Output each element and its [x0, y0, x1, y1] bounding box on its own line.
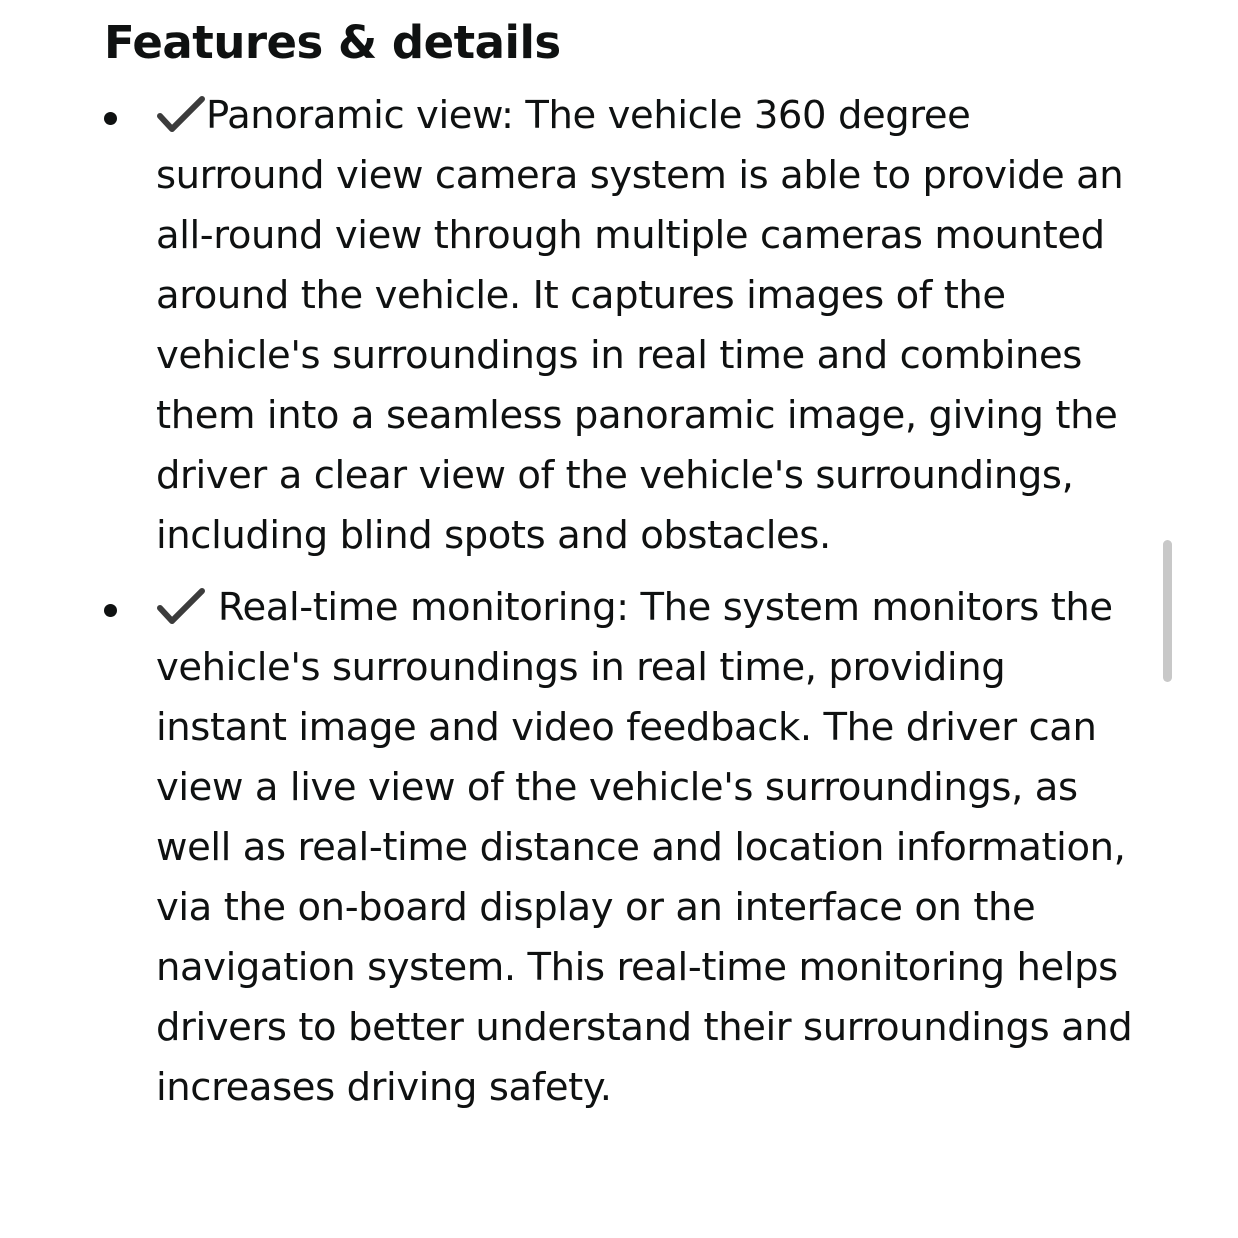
checkmark-icon	[156, 96, 206, 132]
feature-text: Panoramic view: The vehicle 360 degree surround view camera system is able to provide an all-round view through multiple cameras mounted around the vehicle. It captures images of the vehicle's surroundings in real time and combines them into a seamless panoramic image, giving the driver a clear view of the vehicle's surroundings, including blind spots and obstacles.	[156, 93, 1124, 558]
checkmark-icon	[156, 588, 206, 624]
bullet-dot	[104, 604, 117, 617]
features-list	[104, 86, 1144, 1118]
features-section	[104, 14, 1144, 1118]
feature-text: Real-time monitoring: The system monitors the vehicle's surroundings in real time, providing instant image and video feedback. The driver can view a live view of the vehicle's surroundings, as well as real-time distance and location information, via the on-board display or an interface on the navigation system. This real-time monitoring helps drivers to better understand their surroundings and increases driving safety.	[156, 585, 1145, 1110]
scrollbar-thumb[interactable]	[1163, 540, 1172, 682]
bullet-dot	[104, 112, 117, 125]
list-item	[104, 578, 1144, 1118]
section-title: Features & details	[104, 16, 561, 69]
list-item	[104, 86, 1144, 566]
